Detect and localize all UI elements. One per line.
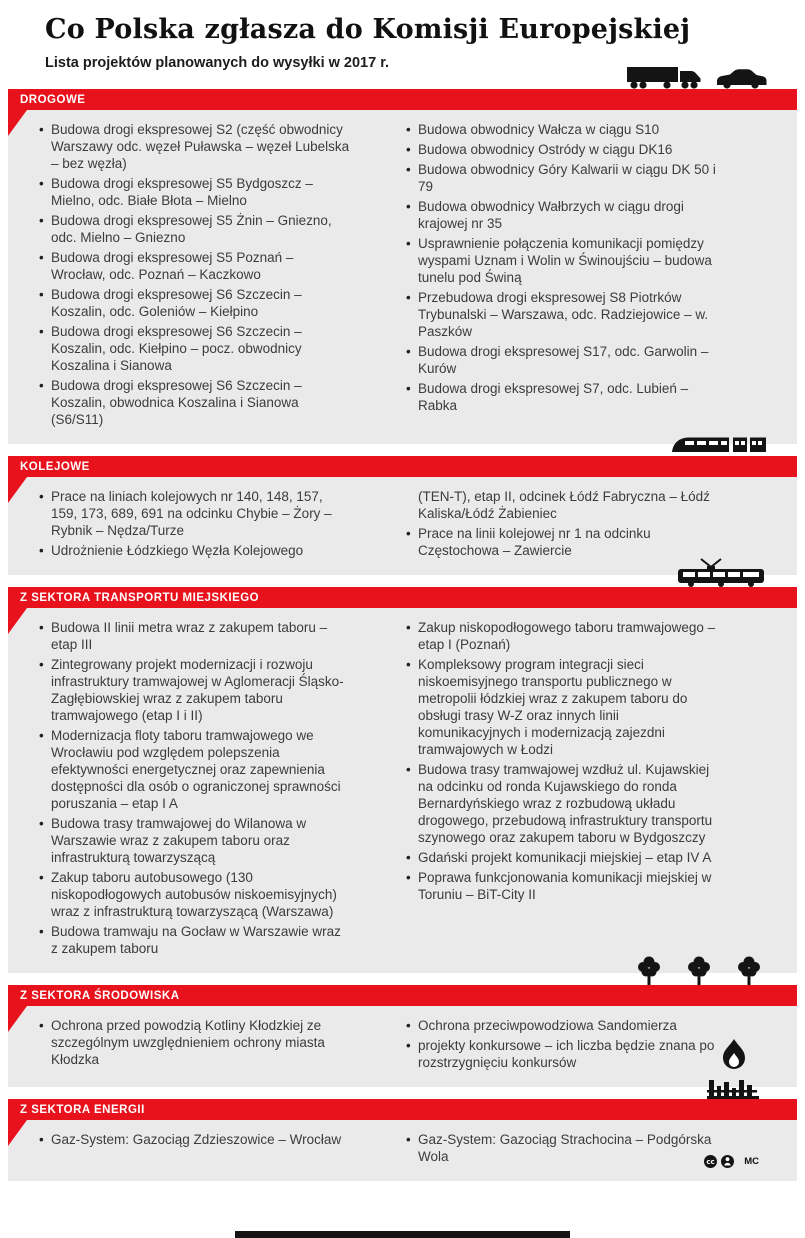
project-item: • Budowa obwodnicy Ostródy w ciągu DK16 xyxy=(405,141,717,158)
project-item: • Usprawnienie połączenia komunikacji pomiędzy wyspami Uznam i Wolin w Świnoujściu – budowa tunelu pod Świną xyxy=(405,235,717,286)
project-list-left xyxy=(38,121,350,431)
project-item: • Budowa trasy tramwajowej wzdłuż ul. Kujawskiej na odcinku od ronda Kujawskiego do ronda Bernardyńskiego wraz z rozbudową układu drogowego, przebudową infrastruktury transportu szynowego oraz zakupem taboru w Bydgoszczy xyxy=(405,761,717,846)
section-drogowe xyxy=(8,89,797,444)
section-label: DROGOWE xyxy=(20,93,86,106)
section-label: Z SEKTORA ENERGII xyxy=(20,1103,145,1116)
section-header-bar xyxy=(8,456,797,477)
project-item: • Budowa II linii metra wraz z zakupem taboru – etap III xyxy=(38,619,350,653)
project-item: • Poprawa funkcjonowania komunikacji miejskiej w Toruniu – BiT-City II xyxy=(405,869,717,903)
section-panel xyxy=(8,1006,797,1087)
project-item: • Prace na liniach kolejowych nr 140, 148, 157, 159, 173, 689, 691 na odcinku Chybie – Żory – Rybnik – Nędza/Turze xyxy=(38,488,350,539)
tram-icon xyxy=(675,558,767,588)
project-item: • Budowa drogi ekspresowej S5 Poznań – Wrocław, odc. Poznań – Kaczkowo xyxy=(38,249,350,283)
trees-icon xyxy=(629,956,769,986)
project-item: • Budowa trasy tramwajowej do Wilanowa w Warszawie wraz z zakupem taboru oraz infrastrukturą towarzyszącą xyxy=(38,815,350,866)
project-item: • Budowa drogi ekspresowej S17, odc. Garwolin – Kurów xyxy=(405,343,717,377)
project-item: • Zakup taboru autobusowego (130 niskopodłogowych autobusów niskoemisyjnych) wraz z infrastrukturą towarzyszącą (Warszawa) xyxy=(38,869,350,920)
cropped-next-element xyxy=(235,1231,570,1238)
project-item: • Udrożnienie Łódzkiego Węzła Kolejowego xyxy=(38,542,350,559)
project-list-right xyxy=(405,488,717,562)
train-icon xyxy=(671,429,767,455)
section-energia xyxy=(8,1099,797,1181)
section-header-bar xyxy=(8,89,797,110)
project-item: • Budowa obwodnicy Góry Kalwarii w ciągu DK 50 i 79 xyxy=(405,161,717,195)
page-title: Co Polska zgłasza do Komisji Europejskiej xyxy=(45,14,691,45)
section-label: Z SEKTORA TRANSPORTU MIEJSKIEGO xyxy=(20,591,260,604)
project-item: • Budowa drogi ekspresowej S6 Szczecin – Koszalin, obwodnica Koszalina i Sianowa (S6/S11) xyxy=(38,377,350,428)
project-list-right xyxy=(405,1131,717,1168)
project-item: • Budowa drogi ekspresowej S5 Żnin – Gniezno, odc. Mielno – Gniezno xyxy=(38,212,350,246)
project-list-left xyxy=(38,1017,350,1074)
truck-and-car-icon xyxy=(627,64,769,90)
section-srodowisko xyxy=(8,985,797,1087)
section-panel xyxy=(8,1120,797,1181)
section-panel xyxy=(8,608,797,973)
ribbon-fold xyxy=(8,1006,27,1032)
license-credits xyxy=(703,1154,759,1169)
section-header-bar xyxy=(8,1099,797,1120)
project-item: • projekty konkursowe – ich liczba będzie znana po rozstrzygnięciu konkursów xyxy=(405,1037,717,1071)
credit-initials: MC xyxy=(744,1156,759,1167)
project-item: • Kompleksowy program integracji sieci niskoemisyjnego transportu publicznego w metropolii łódzkiej wraz z zakupem taboru do obsługi trasy W-Z oraz innych linii komunikacyjnych i modernizacją zajezdni tramwajowych w Łodzi xyxy=(405,656,717,758)
project-list-right xyxy=(405,619,717,960)
cc-by-license-icons xyxy=(703,1154,739,1169)
project-item: • Budowa obwodnicy Wałcza w ciągu S10 xyxy=(405,121,717,138)
ribbon-fold xyxy=(8,477,27,503)
project-list-left xyxy=(38,1131,350,1168)
project-item: • Zakup niskopodłogowego taboru tramwajowego – etap I (Poznań) xyxy=(405,619,717,653)
section-panel xyxy=(8,110,797,444)
project-item: • Prace na linii kolejowej nr 1 na odcinku Częstochowa – Zawiercie xyxy=(405,525,717,559)
project-item: • Budowa obwodnicy Wałbrzych w ciągu drogi krajowej nr 35 xyxy=(405,198,717,232)
project-item: • Gdański projekt komunikacji miejskiej – etap IV A xyxy=(405,849,717,866)
gas-flame-plant-icon xyxy=(705,1038,763,1100)
project-item: • Gaz-System: Gazociąg Zdzieszowice – Wrocław xyxy=(38,1131,350,1148)
section-label: Z SEKTORA ŚRODOWISKA xyxy=(20,989,180,1002)
project-item: • Budowa drogi ekspresowej S2 (część obwodnicy Warszawy odc. węzeł Puławska – węzeł Lubelska – bez węzła) xyxy=(38,121,350,172)
project-item: • Budowa drogi ekspresowej S6 Szczecin – Koszalin, odc. Goleniów – Kiełpino xyxy=(38,286,350,320)
project-list-left xyxy=(38,619,350,960)
project-item: • Budowa tramwaju na Gocław w Warszawie wraz z zakupem taboru xyxy=(38,923,350,957)
project-item: • Ochrona przeciwpowodziowa Sandomierza xyxy=(405,1017,717,1034)
project-item: • Zintegrowany projekt modernizacji i rozwoju infrastruktury tramwajowej w Aglomeracji Śląsko-Zagłębiowskiej wraz z zakupem taboru tramwajowego (etap I i II) xyxy=(38,656,350,724)
page-subtitle: Lista projektów planowanych do wysyłki w 2017 r. xyxy=(45,55,390,71)
ribbon-fold xyxy=(8,608,27,634)
project-item: • Modernizacja floty taboru tramwajowego we Wrocławiu pod względem polepszenia efektywności energetycznej oraz zapewnienia dostępności dla osób o ograniczonej sprawności poruszania – etap I A xyxy=(38,727,350,812)
ribbon-fold xyxy=(8,110,27,136)
project-list-right xyxy=(405,1017,717,1074)
section-label: KOLEJOWE xyxy=(20,460,90,473)
section-header-bar xyxy=(8,985,797,1006)
project-item: • Przebudowa drogi ekspresowej S8 Piotrków Trybunalski – Warszawa, odc. Radziejowice – w. Paszków xyxy=(405,289,717,340)
section-transport-miejski xyxy=(8,587,797,973)
project-item: • Budowa drogi ekspresowej S5 Bydgoszcz – Mielno, odc. Białe Błota – Mielno xyxy=(38,175,350,209)
section-header-bar xyxy=(8,587,797,608)
project-item: (TEN-T), etap II, odcinek Łódź Fabryczna – Łódź Kaliska/Łódź Żabieniec xyxy=(418,489,710,521)
svg-text:cc: cc xyxy=(706,1158,715,1166)
project-item: • Ochrona przed powodzią Kotliny Kłodzkiej ze szczególnym uwzględnieniem ochrony miasta Kłodzka xyxy=(38,1017,350,1068)
project-item: • Gaz-System: Gazociąg Strachocina – Podgórska Wola xyxy=(405,1131,717,1165)
project-item: • Budowa drogi ekspresowej S7, odc. Lubień – Rabka xyxy=(405,380,717,414)
project-list-left xyxy=(38,488,350,562)
ribbon-fold xyxy=(8,1120,27,1146)
project-item: • Budowa drogi ekspresowej S6 Szczecin – Koszalin, odc. Kiełpino – pocz. obwodnicy Koszalina i Sianowa xyxy=(38,323,350,374)
project-list-right xyxy=(405,121,717,431)
